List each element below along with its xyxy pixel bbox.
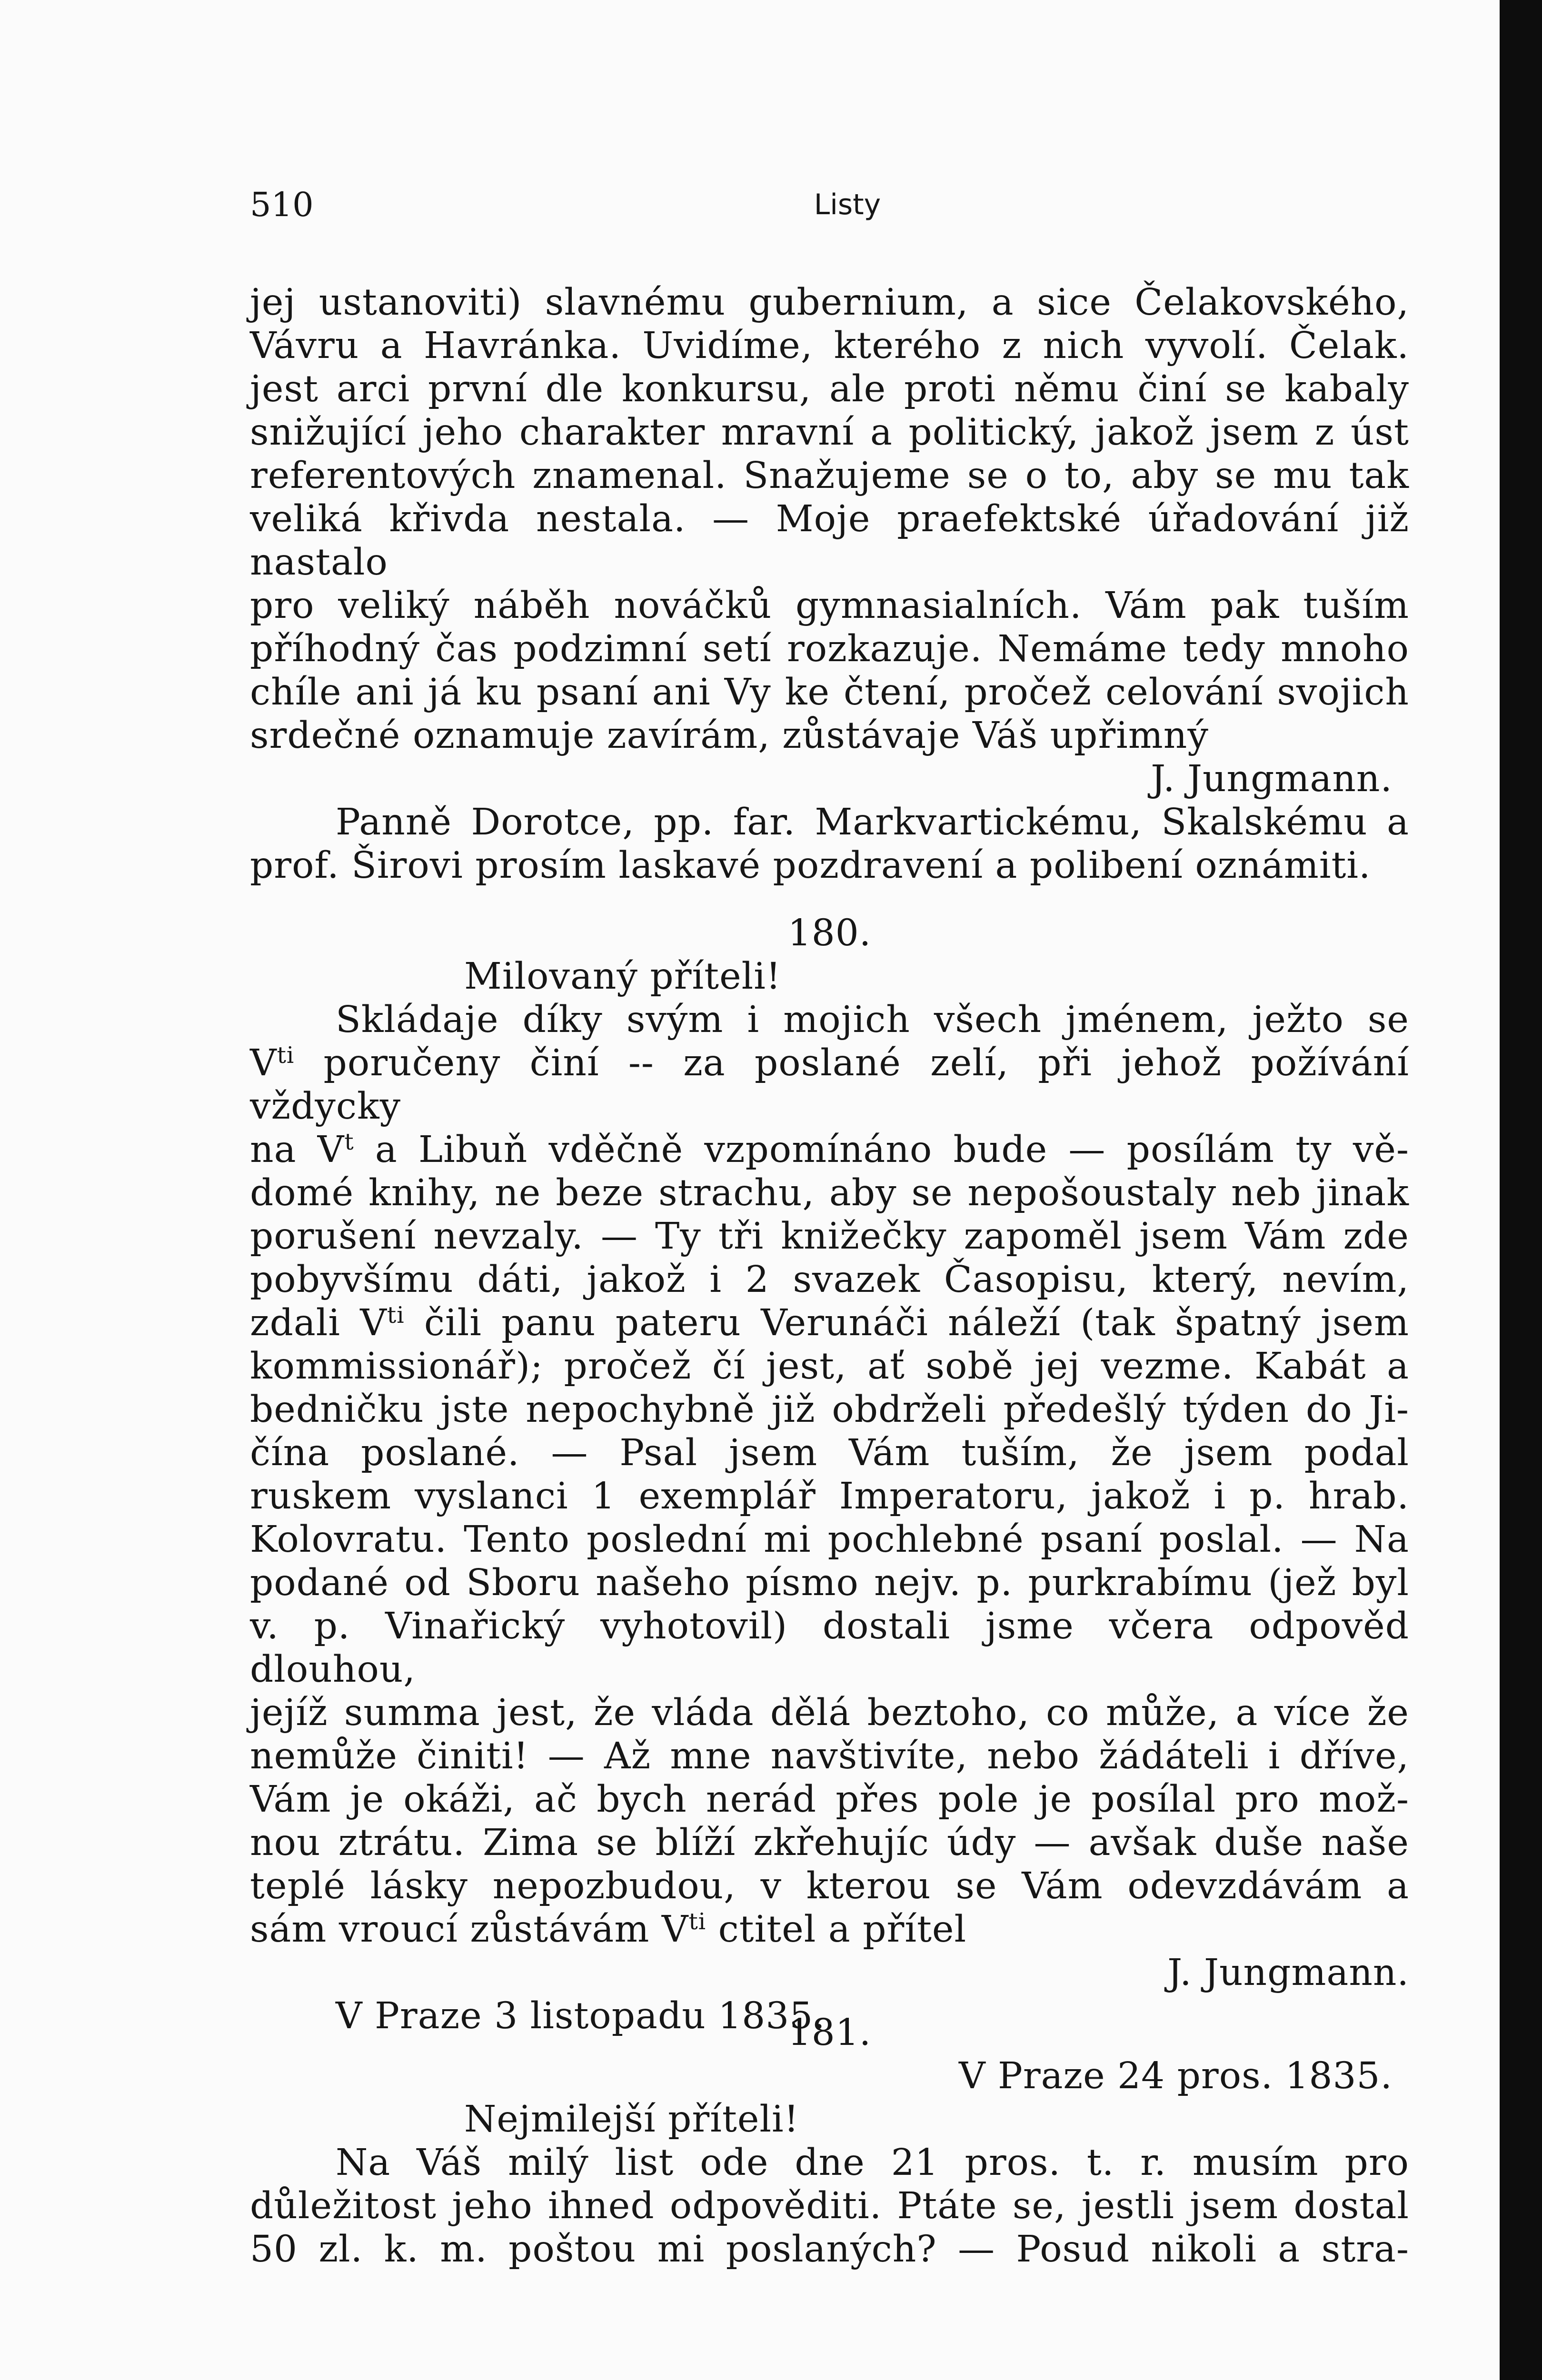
text-line: pobyvšímu dáti, jakož i 2 svazek Časopisu, který, nevím, [250,1259,1409,1301]
salutation: Nejmilejší příteli! [464,2098,799,2141]
text-line: Vám je okáži, ač bych nerád přes pole je posílal pro mož- [250,1778,1409,1821]
signature: J. Jungmann. [1151,758,1393,800]
text-line: jest arci první dle konkursu, ale proti němu činí se kabaly [250,368,1409,410]
abbreviation: V [360,1302,387,1344]
text-line: příhodný čas podzimní setí rozkazuje. Nemáme tedy mnoho [250,628,1409,670]
text-line: bedničku jste nepochybně již obdrželi předešlý týden do Ji- [250,1388,1409,1431]
text-line: veliká křivda nestala. — Moje praefektské úřadování již nastalo [250,498,1409,584]
scan-edge-right [1500,0,1542,2380]
place-date: V Praze 24 pros. 1835. [958,2055,1393,2097]
text-line: snižující jeho charakter mravní a politický, jakož jsem z úst [250,411,1409,454]
text-line: referentových znamenal. Snažujeme se o to, aby se mu tak [250,455,1409,497]
text-line: Kolovratu. Tento poslední mi pochlebné psaní poslal. — Na [250,1518,1409,1561]
text-line: důležitost jeho ihned odpověditi. Ptáte se, jestli jsem dostal [250,2185,1409,2227]
letter-number: 180. [787,912,872,954]
text-line: podané od Sboru našeho písmo nejv. p. purkrabímu (jež byl [250,1562,1409,1604]
text-line: ruskem vyslanci 1 exemplář Imperatoru, jakož i p. hrab. [250,1475,1409,1517]
text-line: Na Váš milý list ode dne 21 pros. t. r. musím pro [336,2142,1409,2184]
text-line: chíle ani já ku psaní ani Vy ke čtení, pročež celování svojich [250,671,1409,714]
text-line: v. p. Vinařický vyhotovil) dostali jsme včera odpověd dlouhou, [250,1605,1409,1691]
text-line: porušení nevzaly. — Ty tři knižečky zapoměl jsem Vám zde [250,1215,1409,1258]
text-line: Vávru a Havránka. Uvidíme, kterého z nich vyvolí. Čelak. [250,325,1409,367]
text-line: teplé lásky nepozbudou, v kterou se Vám odevzdávám a [250,1865,1409,1907]
signature: J. Jungmann. [1167,1952,1409,1994]
text-line: kommissionář); pročež čí jest, ať sobě jej vezme. Kabát a [250,1345,1409,1388]
text-fragment: zdali [250,1302,341,1344]
text-line: nou ztrátu. Zima se blíží zkřehujíc údy — avšak duše naše [250,1822,1409,1864]
text-fragment: na [250,1129,297,1171]
text-line: čína poslané. — Psal jsem Vám tuším, že jsem podal [250,1432,1409,1474]
text-line [250,1301,1409,1345]
superscript: ti [387,1302,405,1329]
superscript: ti [277,1042,295,1069]
text-line: 50 zl. k. m. poštou mi poslaných? — Posud nikoli a stra- [250,2228,1409,2271]
text-line [250,1041,1409,1128]
superscript: ti [688,1908,706,1935]
text-line: jej ustanoviti) slavnému gubernium, a sice Čelakovského, [250,281,1409,324]
running-title: Listy [814,188,881,221]
letter-number: 181. [787,2012,872,2054]
text-fragment: a Libuň vděčně vzpomínáno bude — posílám ty vě- [375,1129,1409,1171]
text-fragment: sám vroucí zůstávám [250,1908,650,1951]
page-header [250,181,1409,228]
salutation: Milovaný příteli! [464,955,781,998]
text-line: nemůže činiti! — Až mne navštivíte, nebo žádáteli i dříve, [250,1735,1409,1777]
page-number: 510 [250,185,314,224]
text-fragment: poručeny činí -- za poslané zelí, při jehož požívání vždycky [250,1042,1409,1128]
abbreviation: V [317,1129,345,1171]
text-line: Skládaje díky svým i mojich všech jménem, ježto se [336,999,1409,1041]
text-line: srdečné oznamuje zavírám, zůstávaje Váš upřimný [250,714,1209,757]
text-line: pro veliký náběh nováčků gymnasialních. Vám pak tuším [250,585,1409,627]
letter-181 [250,2011,1409,2271]
text-line [250,1908,1409,1951]
text-line: domé knihy, ne beze strachu, aby se nepošoustaly neb jinak [250,1172,1409,1214]
abbreviation: V [250,1042,277,1084]
text-fragment: čili panu pateru Verunáči náleží (tak špatný jsem [424,1302,1409,1344]
previous-letter-continuation [250,281,1409,887]
postscript-line: prof. Širovi prosím laskavé pozdravení a polibení oznámiti. [250,844,1371,887]
place-date: V Praze 3 listopadu 1835. [336,1995,826,2037]
abbreviation: V [661,1908,689,1951]
text-line: jejíž summa jest, že vláda dělá beztoho, co může, a více že [250,1692,1409,1734]
superscript: t [344,1129,354,1155]
text-fragment: ctitel a přítel [718,1908,967,1951]
text-line [250,1128,1409,1171]
postscript-line: Panně Dorotce, pp. far. Markvartickému, Skalskému a [336,801,1409,843]
letter-180 [250,912,1409,2038]
